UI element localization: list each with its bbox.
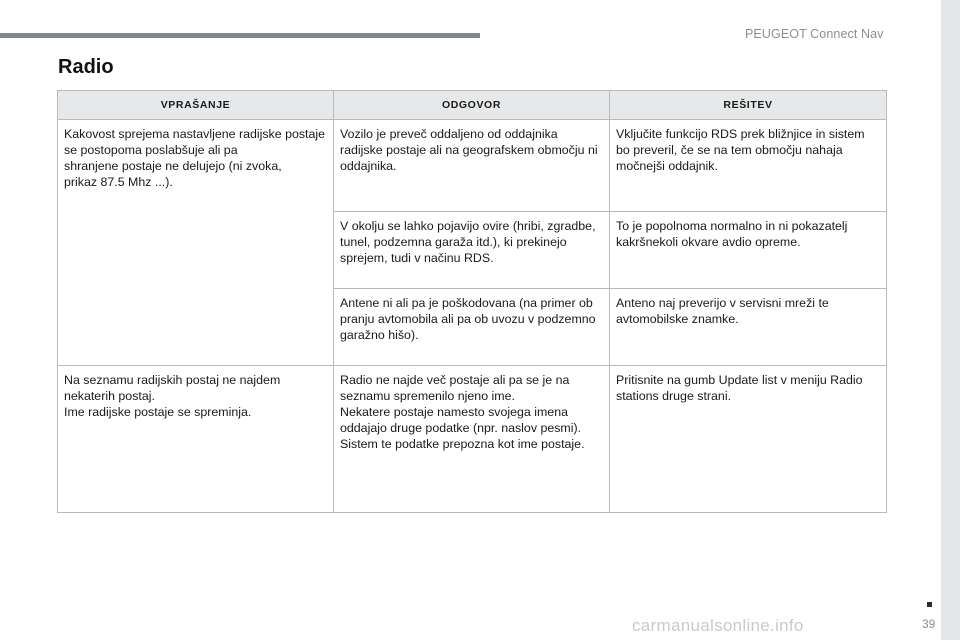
page-title: Radio (58, 56, 114, 78)
answer-cell: V okolju se lahko pojavijo ovire (hribi, zgradbe, tunel, podzemna garaža itd.), ki prekinejo sprejem, tudi v načinu RDS. (334, 212, 610, 289)
solution-cell: Pritisnite na gumb Update list v meniju Radio stations druge strani. (610, 366, 887, 513)
solution-cell: Anteno naj preverijo v servisni mreži te avtomobilske znamke. (610, 289, 887, 366)
table-row (58, 120, 887, 212)
table-row (58, 366, 887, 513)
page-number: 39 (922, 617, 936, 631)
question-cell: Kakovost sprejema nastavljene radijske postaje se postopoma poslabšuje ali pa shranjene postaje ne delujejo (ni zvoka, prikaz 87.5 Mhz ...). (58, 120, 334, 366)
answer-cell: Radio ne najde več postaje ali pa se je na seznamu spremenilo njeno ime. Nekatere postaje namesto svojega imena oddajajo druge podatke (npr. naslov pesmi). Sistem te podatke prepozna kot ime postaje. (334, 366, 610, 513)
page-marker-dot (927, 602, 932, 607)
troubleshooting-table (57, 90, 887, 513)
question-cell: Na seznamu radijskih postaj ne najdem nekaterih postaj. Ime radijske postaje se spreminja. (58, 366, 334, 513)
column-header-answer: ODGOVOR (334, 91, 610, 120)
answer-cell: Vozilo je preveč oddaljeno od oddajnika radijske postaje ali na geografskem območju ni oddajnika. (334, 120, 610, 212)
solution-cell: Vključite funkcijo RDS prek bližnjice in sistem bo preveril, če se na tem območju nahaja močnejši oddajnik. (610, 120, 887, 212)
column-header-solution: REŠITEV (610, 91, 887, 120)
answer-cell: Antene ni ali pa je poškodovana (na primer ob pranju avtomobila ali pa ob uvozu v podzemno garažno hišo). (334, 289, 610, 366)
solution-cell: To je popolnoma normalno in ni pokazatelj kakršnekoli okvare avdio opreme. (610, 212, 887, 289)
column-header-question: VPRAŠANJE (58, 91, 334, 120)
brand-label: PEUGEOT Connect Nav (745, 27, 884, 41)
table-header-row (58, 91, 887, 120)
page-side-strip (941, 0, 960, 640)
watermark: carmanualsonline.info (632, 616, 804, 635)
header-rule (0, 33, 480, 38)
